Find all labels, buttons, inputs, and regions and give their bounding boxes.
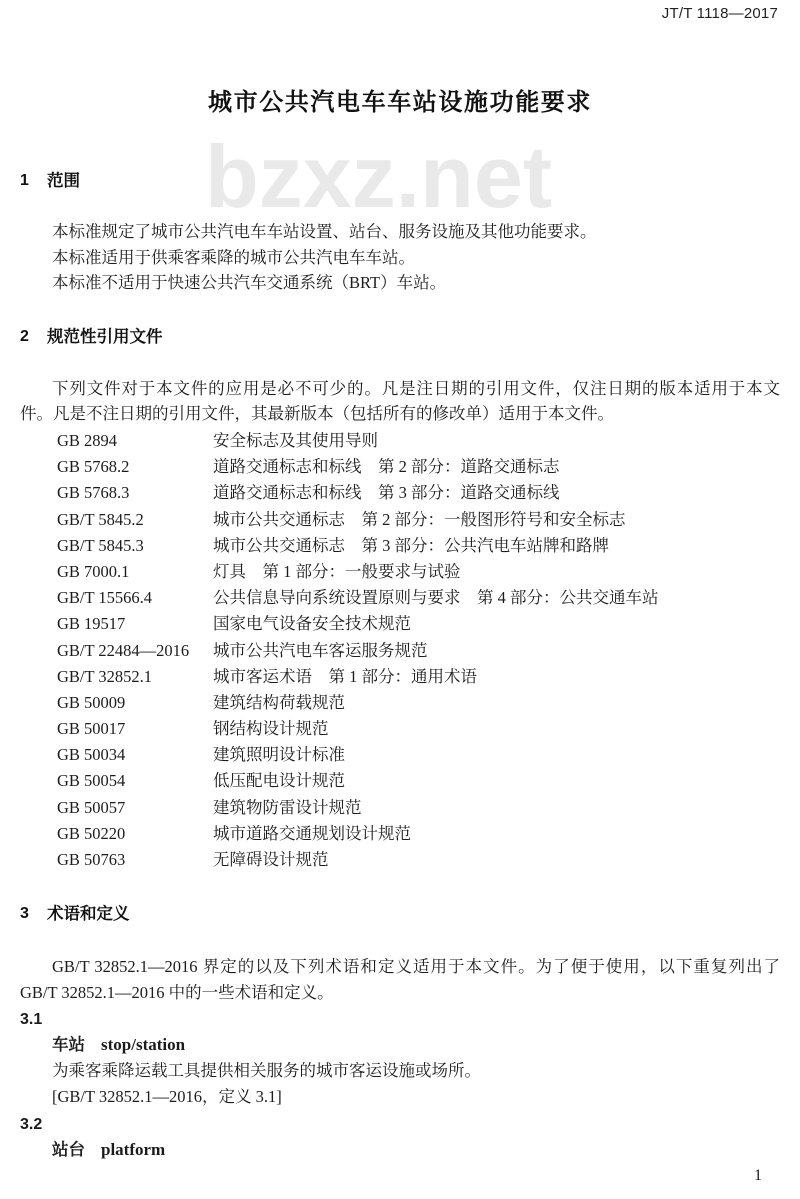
- reference-row: [57, 664, 780, 690]
- section-number: 3: [20, 905, 29, 922]
- reference-code: GB/T 5845.3: [57, 535, 144, 555]
- watermark: bzxz.net: [205, 127, 553, 226]
- reference-title: 公共信息导向系统设置原则与要求 第 4 部分：公共交通车站: [213, 588, 659, 608]
- standard-code: JT/T 1118—2017: [661, 5, 778, 22]
- term-chinese: 站台: [52, 1140, 85, 1159]
- reference-code: GB 5768.2: [57, 457, 130, 477]
- reference-title: 国家电气设备安全技术规范: [213, 614, 411, 634]
- term-entry-number-line: [20, 1111, 780, 1137]
- section-heading: 范围: [47, 172, 80, 190]
- reference-title: 城市客运术语 第 1 部分：通用术语: [213, 666, 477, 686]
- paragraph-line: 件。凡是不注日期的引用文件，其最新版本（包括所有的修改单）适用于本文件。: [20, 403, 614, 423]
- term-number: 3.2: [20, 1115, 43, 1133]
- page-number: 1: [754, 1167, 762, 1184]
- reference-code: GB/T 15566.4: [57, 588, 153, 608]
- reference-row: [57, 821, 780, 847]
- paragraph-line: GB/T 32852.1—2016 界定的以及下列术语和定义适用于本文件。为了便于使用，以下重复列出了: [52, 957, 780, 976]
- paragraph: 本标准适用于供乘客乘降的城市公共汽电车车站。: [52, 247, 415, 267]
- reference-code: GB/T 22484—2016: [57, 640, 190, 660]
- reference-row: [57, 585, 780, 611]
- reference-code: GB 19517: [57, 614, 126, 634]
- section-heading: 术语和定义: [47, 905, 130, 923]
- section-number: 1: [20, 172, 29, 189]
- reference-code: GB 50057: [57, 797, 126, 817]
- term-heading: [20, 1137, 780, 1163]
- reference-row: [57, 454, 780, 480]
- reference-title: 建筑结构荷载规范: [213, 692, 345, 712]
- paragraph: 本标准规定了城市公共汽电车车站设置、站台、服务设施及其他功能要求。: [52, 222, 597, 242]
- reference-row: [57, 742, 780, 768]
- reference-title: 城市道路交通规划设计规范: [213, 823, 411, 843]
- reference-title: 建筑物防雷设计规范: [213, 797, 362, 817]
- section-heading: 规范性引用文件: [47, 328, 163, 346]
- reference-row: [57, 559, 780, 585]
- reference-code: GB/T 5845.2: [57, 509, 144, 529]
- term-entries: [20, 1006, 780, 1163]
- term-entry-number-line: [20, 1006, 780, 1032]
- reference-row: [57, 428, 780, 454]
- reference-row: [57, 611, 780, 637]
- reference-title: 灯具 第 1 部分：一般要求与试验: [213, 561, 461, 581]
- term-english: stop/station: [101, 1035, 186, 1055]
- paragraph: 本标准不适用于快速公共汽车交通系统（BRT）车站。: [52, 273, 447, 293]
- reference-code: GB/T 32852.1: [57, 666, 153, 686]
- term-chinese: 车站: [52, 1036, 85, 1055]
- reference-list: [57, 428, 780, 873]
- reference-title: 城市公共交通标志 第 2 部分：一般图形符号和安全标志: [213, 509, 626, 529]
- reference-row: [57, 716, 780, 742]
- reference-title: 城市公共汽电车客运服务规范: [213, 640, 428, 660]
- reference-title: 低压配电设计规范: [213, 771, 345, 791]
- reference-title: 安全标志及其使用导则: [213, 431, 378, 450]
- reference-row: [57, 638, 780, 664]
- reference-title: 道路交通标志和标线 第 2 部分：道路交通标志: [213, 457, 560, 477]
- term-number: 3.1: [20, 1010, 43, 1028]
- references-intro: [20, 376, 780, 426]
- reference-code: GB 50763: [57, 850, 126, 869]
- reference-code: GB 50017: [57, 719, 126, 739]
- reference-code: GB 5768.3: [57, 483, 130, 503]
- reference-code: GB 7000.1: [57, 561, 130, 581]
- paragraph-line: GB/T 32852.1—2016 中的一些术语和定义。: [20, 983, 334, 1002]
- term-source: [GB/T 32852.1—2016，定义 3.1]: [52, 1087, 282, 1107]
- term-heading: [20, 1032, 780, 1058]
- term-definition: 为乘客乘降运载工具提供相关服务的城市客运设施或场所。: [52, 1061, 481, 1081]
- scope-paragraphs: [52, 219, 780, 296]
- reference-title: 无障碍设计规范: [213, 850, 329, 869]
- reference-row: [57, 768, 780, 794]
- reference-title: 建筑照明设计标准: [213, 745, 345, 765]
- reference-code: GB 50220: [57, 823, 126, 843]
- terms-intro: [20, 954, 780, 1006]
- reference-title: 道路交通标志和标线 第 3 部分：道路交通标线: [213, 483, 560, 503]
- reference-row: [57, 480, 780, 506]
- section-number: 2: [20, 328, 29, 345]
- reference-title: 钢结构设计规范: [213, 719, 329, 739]
- reference-row: [57, 795, 780, 821]
- reference-row: [57, 847, 780, 873]
- reference-row: [57, 533, 780, 559]
- reference-code: GB 2894: [57, 431, 118, 450]
- reference-code: GB 50054: [57, 771, 126, 791]
- term-english: platform: [101, 1139, 166, 1159]
- reference-code: GB 50034: [57, 745, 126, 765]
- reference-title: 城市公共交通标志 第 3 部分：公共汽电车站牌和路牌: [213, 535, 609, 555]
- reference-code: GB 50009: [57, 692, 126, 712]
- reference-row: [57, 507, 780, 533]
- document-title: 城市公共汽电车车站设施功能要求: [208, 89, 592, 116]
- reference-row: [57, 690, 780, 716]
- paragraph-line: 下列文件对于本文件的应用是必不可少的。凡是注日期的引用文件，仅注日期的版本适用于本文: [52, 378, 780, 398]
